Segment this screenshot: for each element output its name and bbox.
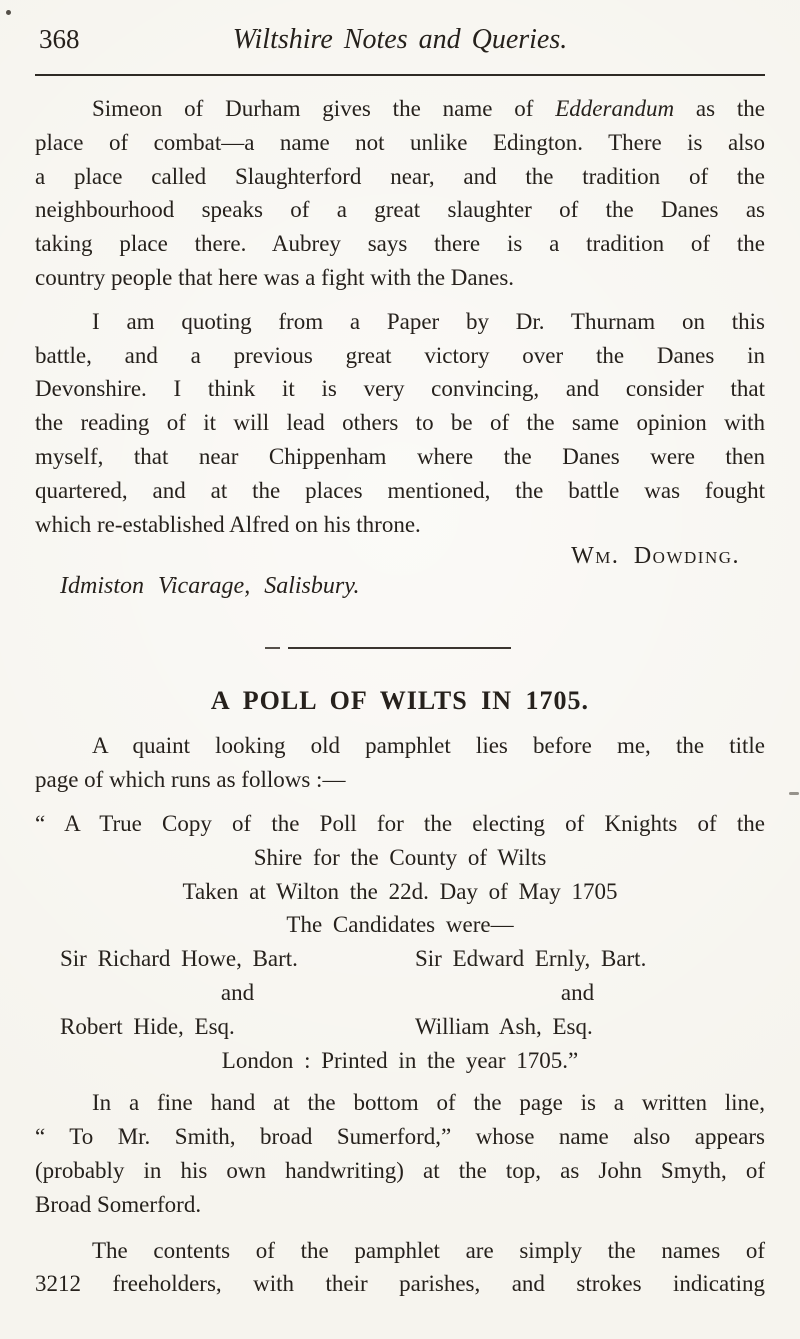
- text-line: [35, 92, 765, 126]
- scan-speck: [6, 10, 11, 15]
- author-dateline: Idmiston Vicarage, Salisbury.: [60, 573, 360, 600]
- paragraph-thurnam: [35, 305, 765, 542]
- text-line: “ To Mr. Smith, broad Sumerford,” whose name also appears: [35, 1124, 765, 1150]
- candidate-name: Robert Hide, Esq.: [60, 1013, 235, 1039]
- text-segment: Simeon of Durham gives the name of: [92, 96, 556, 121]
- candidate-name: Sir Richard Howe, Bart.: [60, 946, 298, 972]
- divider-dash: [265, 647, 280, 649]
- page-number: 368: [39, 24, 80, 54]
- text-line: The contents of the pamphlet are simply the names of: [92, 1237, 765, 1263]
- paragraph-contents: [35, 1234, 765, 1302]
- paragraph-hand-note: [35, 1086, 765, 1221]
- text-line: I am quoting from a Paper by Dr. Thurnam on this: [92, 308, 765, 334]
- page-content: [0, 24, 800, 1301]
- text-line: place of combat—a name not unlike Edington. There is also: [35, 129, 765, 155]
- article-heading: A POLL OF WILTS IN 1705.: [210, 686, 590, 716]
- text-line: neighbourhood speaks of a great slaughter of the Danes as: [35, 197, 765, 223]
- text-line: taking place there. Aubrey says there is a tradition of the: [35, 231, 765, 257]
- quote-line: Taken at Wilton the 22d. Day of May 1705: [182, 878, 618, 904]
- text-line: (probably in his own handwriting) at the top, as John Smyth, of: [35, 1157, 765, 1183]
- text-line: battle, and a previous great victory over the Danes in: [35, 342, 765, 368]
- candidate-name: Sir Edward Ernly, Bart.: [415, 946, 647, 972]
- journal-title: Wiltshire Notes and Queries.: [232, 24, 568, 55]
- paragraph-simeon: [35, 92, 765, 295]
- text-line: quartered, and at the places mentioned, the battle was fought: [35, 477, 765, 503]
- text-line: A quaint looking old pamphlet lies before me, the title: [92, 733, 765, 759]
- candidate-and: and: [220, 979, 255, 1005]
- text-line: 3212 freeholders, with their parishes, and strokes indicating: [35, 1271, 765, 1297]
- text-line: which re-established Alfred on his throne.: [35, 511, 421, 537]
- section-divider: [265, 647, 511, 649]
- quote-imprint: London : Printed in the year 1705.”: [221, 1047, 579, 1073]
- quote-line: The Candidates were—: [286, 912, 514, 938]
- candidate-name: William Ash, Esq.: [415, 1013, 593, 1039]
- author-signature: Wm. Dowding.: [571, 543, 740, 570]
- text-line: In a fine hand at the bottom of the page is a written line,: [92, 1090, 765, 1116]
- header-rule: [35, 74, 765, 76]
- text-line: myself, that near Chippenham where the Danes were then: [35, 443, 765, 469]
- text-line: a place called Slaughterford near, and the tradition of the: [35, 163, 765, 189]
- text-segment: as the: [674, 96, 765, 121]
- text-line: page of which runs as follows :—: [35, 767, 346, 793]
- candidates-columns: [60, 942, 740, 1043]
- running-head: [35, 24, 765, 62]
- quote-line: Shire for the County of Wilts: [253, 844, 547, 870]
- candidate-and: and: [560, 979, 595, 1005]
- divider-rule: [288, 647, 511, 649]
- paragraph-intro: [35, 729, 765, 797]
- quote-line: “ A True Copy of the Poll for the electing of Knights of the: [35, 810, 765, 836]
- text-line: Broad Somerford.: [35, 1191, 202, 1217]
- pamphlet-title-page-quote: [35, 807, 765, 1077]
- latin-name-emphasis: Edderandum: [555, 96, 675, 121]
- text-line: the reading of it will lead others to be of the same opinion with: [35, 410, 765, 436]
- text-line: country people that here was a fight with the Danes.: [35, 264, 515, 290]
- text-line: Devonshire. I think it is very convincing, and consider that: [35, 376, 765, 402]
- scan-edge-mark: [789, 792, 799, 795]
